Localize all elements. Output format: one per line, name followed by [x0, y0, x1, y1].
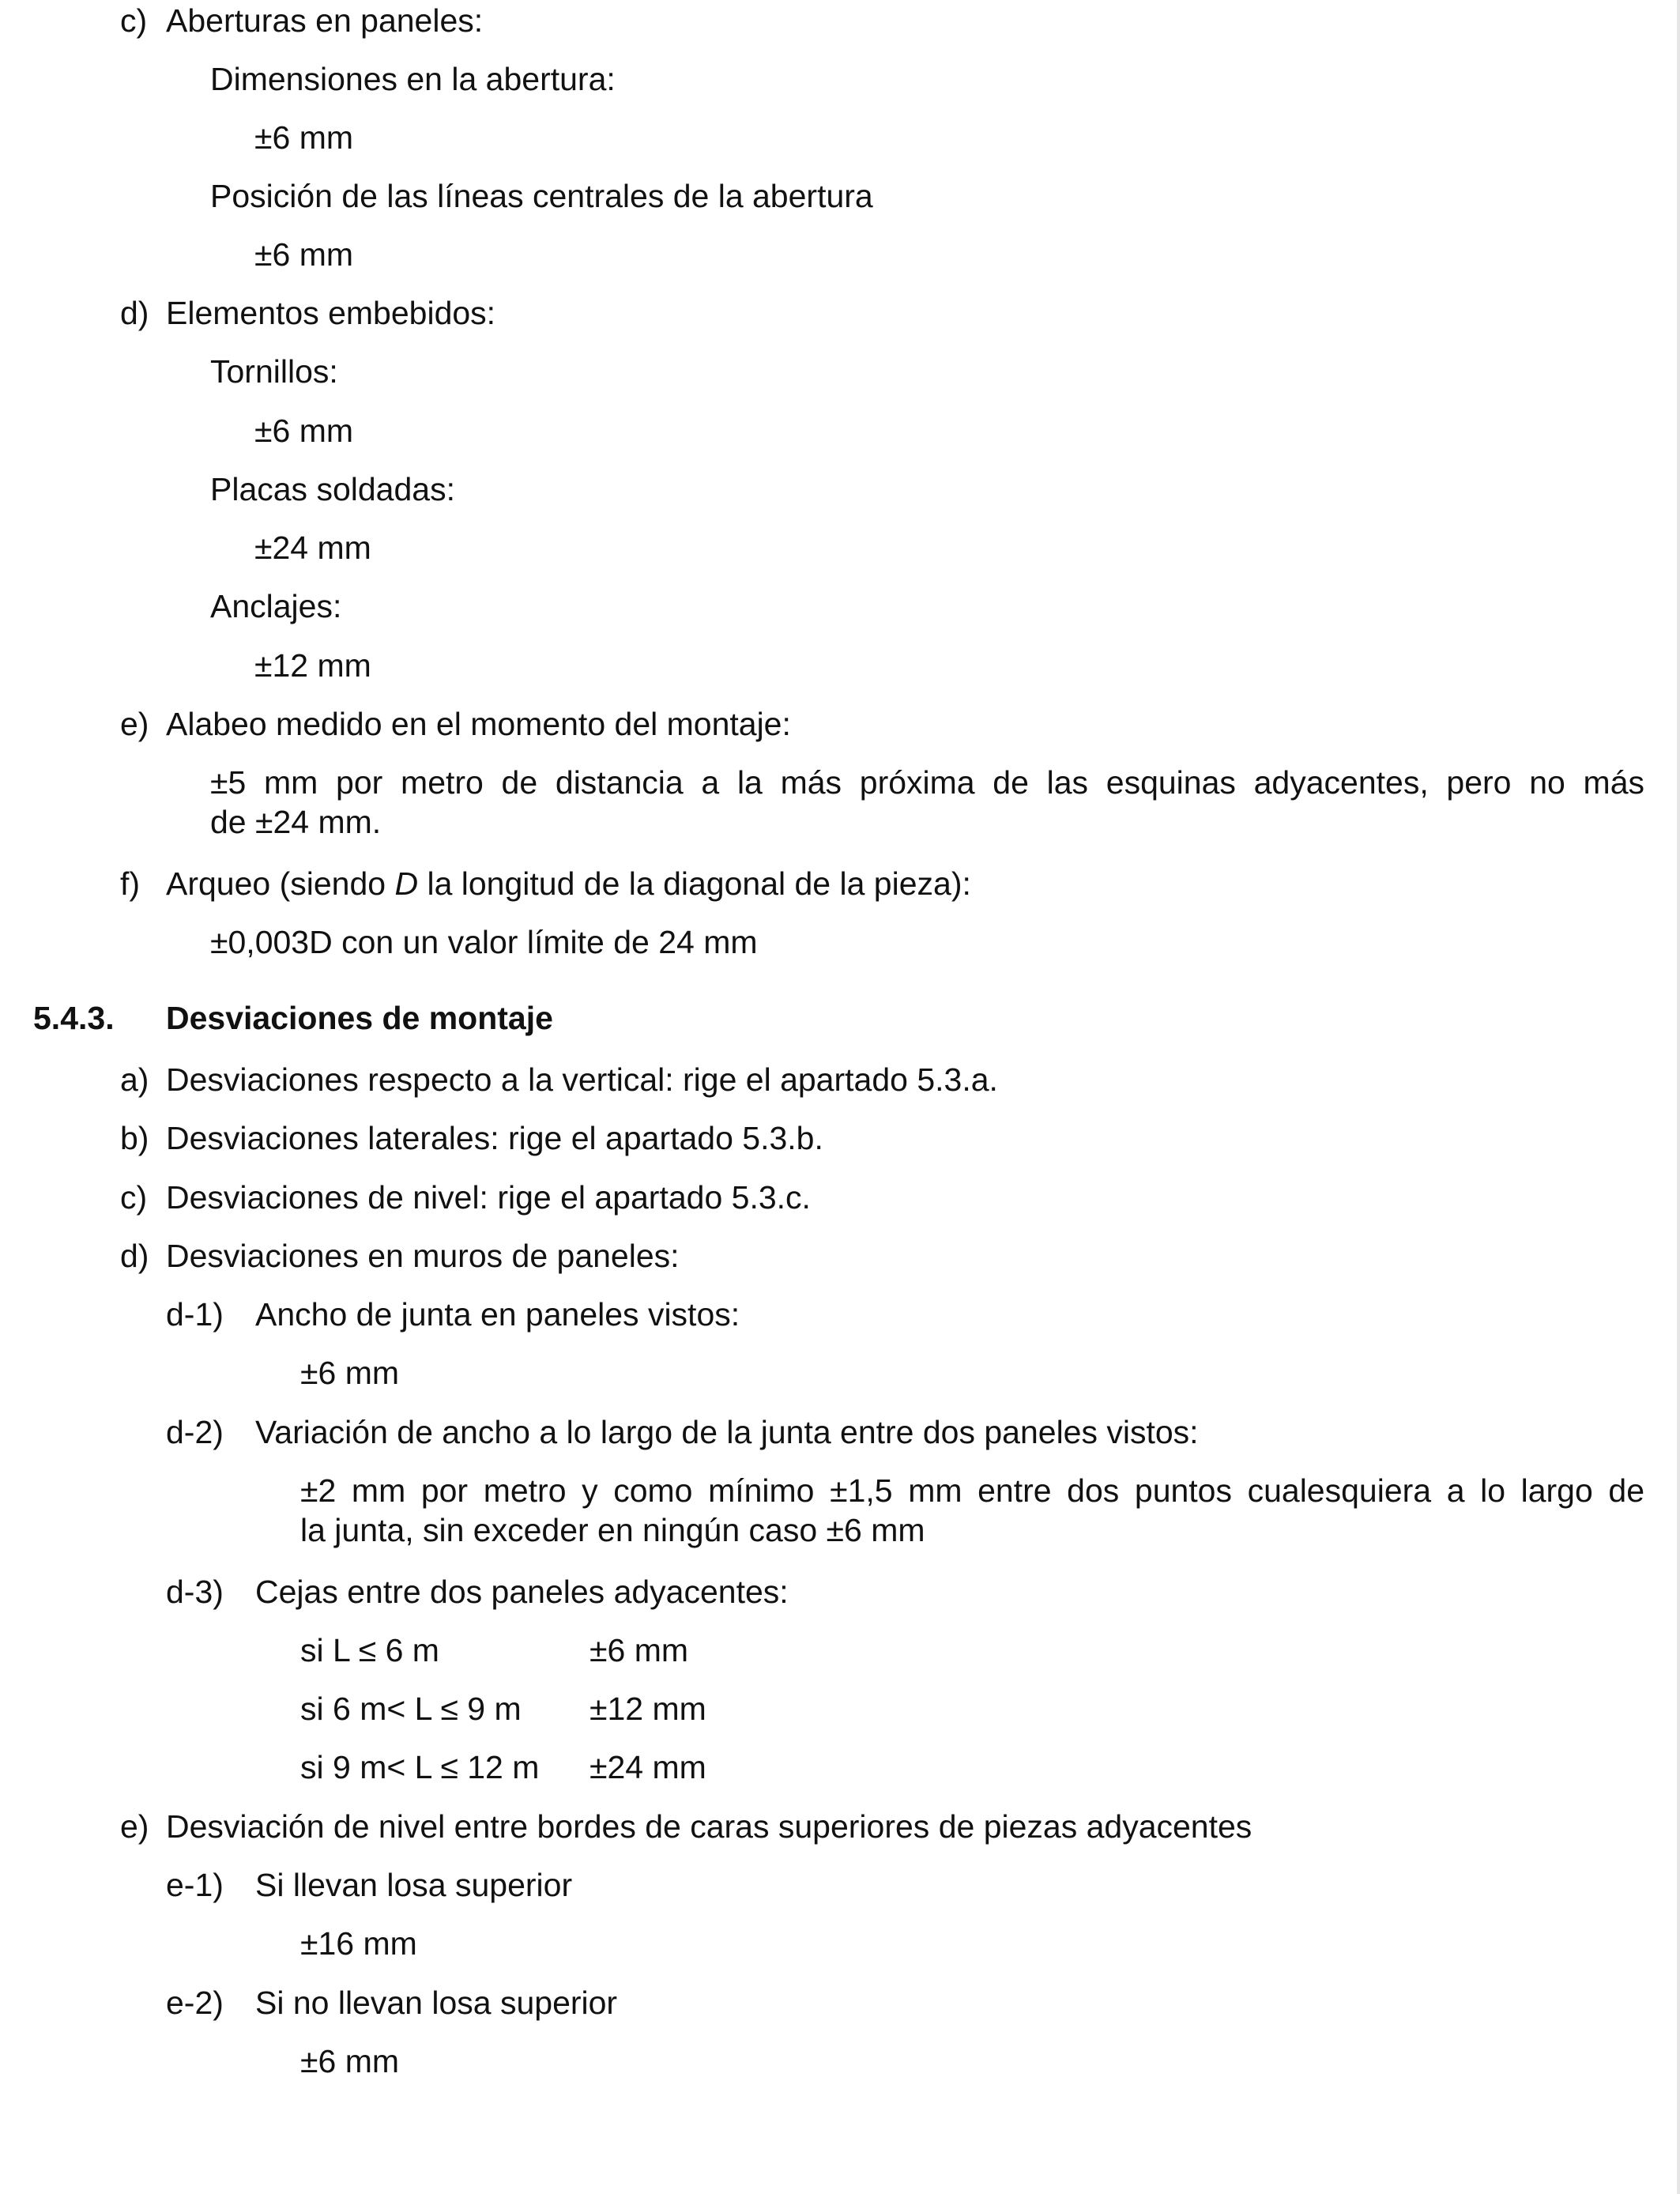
d3-row-3-value: ±24 mm	[590, 1749, 706, 1785]
d3-label: d-3)	[166, 1574, 224, 1610]
page-edge-divider	[1677, 0, 1680, 2194]
d3-row-2-value: ±12 mm	[590, 1691, 706, 1727]
mount-e-letter: e)	[120, 1808, 149, 1845]
item-f-title-var: D	[394, 865, 419, 902]
bolts-value: ±6 mm	[254, 413, 354, 449]
mount-a-text: Desviaciones respecto a la vertical: rige el apartado 5.3.a.	[166, 1061, 998, 1098]
anchors-label: Anclajes:	[210, 588, 342, 624]
item-d-letter: d)	[120, 295, 149, 331]
item-e-letter: e)	[120, 706, 149, 742]
e2-text: Si no llevan losa superior	[255, 1985, 618, 2021]
d2-text: Variación de ancho a lo largo de la junta entre dos paneles vistos:	[255, 1414, 1199, 1450]
warp-value-line1: ±5 mm por metro de distancia a la más próxima de las esquinas adyacentes, pero no más	[210, 764, 1644, 801]
mount-e-text: Desviación de nivel entre bordes de caras superiores de piezas adyacentes	[166, 1808, 1252, 1845]
section-title: Desviaciones de montaje	[166, 1000, 553, 1036]
welded-plates-value: ±24 mm	[254, 530, 371, 566]
e2-label: e-2)	[166, 1985, 224, 2021]
d3-row-1-condition: si L ≤ 6 m	[300, 1632, 439, 1668]
e2-value: ±6 mm	[300, 2043, 400, 2079]
mount-d-letter: d)	[120, 1238, 149, 1274]
section-number: 5.4.3.	[33, 1000, 115, 1036]
bolts-label: Tornillos:	[210, 353, 338, 390]
item-c-letter: c)	[120, 2, 148, 39]
item-e-title: Alabeo medido en el momento del montaje:	[166, 706, 791, 742]
d1-label: d-1)	[166, 1296, 224, 1333]
e1-text: Si llevan losa superior	[255, 1867, 573, 1903]
e1-value: ±16 mm	[300, 1925, 417, 1962]
anchors-value: ±12 mm	[254, 647, 371, 684]
d3-row-3-condition: si 9 m< L ≤ 12 m	[300, 1749, 540, 1785]
dimensions-value: ±6 mm	[254, 119, 354, 156]
centerline-label: Posición de las líneas centrales de la abertura	[210, 178, 873, 214]
welded-plates-label: Placas soldadas:	[210, 471, 455, 507]
mount-d-text: Desviaciones en muros de paneles:	[166, 1238, 680, 1274]
dimensions-label: Dimensiones en la abertura:	[210, 61, 616, 97]
d2-value-line1: ±2 mm por metro y como mínimo ±1,5 mm entre dos puntos cualesquiera a lo largo de	[300, 1472, 1644, 1509]
mount-a-letter: a)	[120, 1061, 149, 1098]
item-c-title: Aberturas en paneles:	[166, 2, 484, 39]
warp-value-line2: de ±24 mm.	[210, 804, 382, 840]
item-f-letter: f)	[120, 865, 141, 902]
d3-row-1-value: ±6 mm	[590, 1632, 689, 1668]
item-f-title-pre: Arqueo (siendo	[166, 865, 395, 902]
d2-label: d-2)	[166, 1414, 224, 1450]
mount-b-text: Desviaciones laterales: rige el apartado 5.3.b.	[166, 1120, 823, 1156]
centerline-value: ±6 mm	[254, 236, 354, 273]
mount-b-letter: b)	[120, 1120, 149, 1156]
e1-label: e-1)	[166, 1867, 224, 1903]
item-d-title: Elementos embebidos:	[166, 295, 496, 331]
d1-text: Ancho de junta en paneles vistos:	[255, 1296, 740, 1333]
mount-c-text: Desviaciones de nivel: rige el apartado 5.3.c.	[166, 1179, 811, 1216]
d2-value-line2: la junta, sin exceder en ningún caso ±6 mm	[300, 1512, 925, 1548]
item-f-title-post: la longitud de la diagonal de la pieza):	[418, 865, 971, 902]
bow-value: ±0,003D con un valor límite de 24 mm	[210, 924, 758, 960]
item-f-title	[166, 863, 971, 904]
d3-row-2-condition: si 6 m< L ≤ 9 m	[300, 1691, 522, 1727]
d1-value: ±6 mm	[300, 1355, 400, 1391]
mount-c-letter: c)	[120, 1179, 148, 1216]
d3-text: Cejas entre dos paneles adyacentes:	[255, 1574, 789, 1610]
